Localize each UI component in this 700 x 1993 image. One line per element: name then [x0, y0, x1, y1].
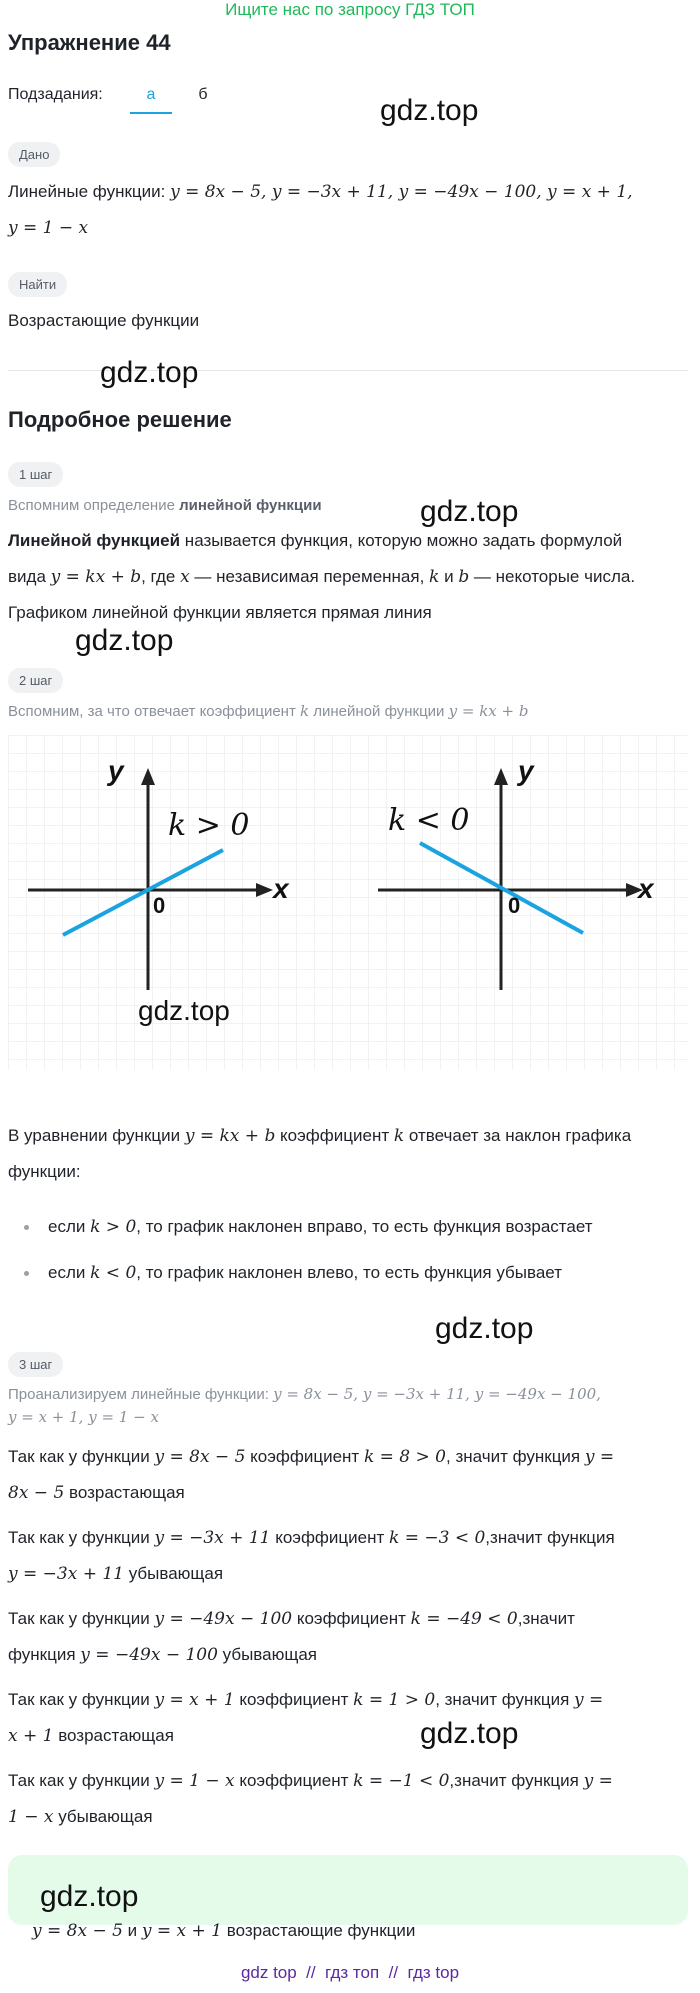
- origin-label: 0: [508, 893, 521, 918]
- formula: y = 8x − 5: [32, 1921, 123, 1941]
- formula: k = 1 > 0: [353, 1690, 436, 1710]
- subtask-tab-label: б: [198, 86, 208, 103]
- subtask-tab-b[interactable]: [182, 76, 224, 114]
- search-banner[interactable]: Ищите нас по запросу ГДЗ ТОП: [225, 0, 475, 19]
- formula: k = −1 < 0: [353, 1771, 450, 1791]
- axis-label-x: x: [273, 873, 289, 904]
- step1-intro-pre: Вспомним определение: [8, 497, 180, 514]
- text: Так как у функции: [8, 1771, 155, 1790]
- watermark: gdz.top: [420, 495, 519, 528]
- text: Так как у функции: [8, 1528, 155, 1547]
- bullet-pre: если: [48, 1263, 91, 1282]
- formula: y = −49x − 100: [80, 1645, 218, 1665]
- text: убывающая: [217, 1645, 317, 1664]
- formula: y = x + 1: [141, 1921, 223, 1941]
- axis-label-y: y: [108, 755, 124, 786]
- footer-links[interactable]: gdz top // гдз топ // гдз top: [240, 1963, 460, 1982]
- text: убывающая: [53, 1807, 153, 1826]
- var-x: x: [180, 567, 190, 587]
- formula: y = kx + b: [448, 702, 529, 720]
- step1-def-bold: Линейной функцией: [8, 531, 181, 550]
- subtask-tab-label: а: [146, 86, 156, 103]
- step3-intro-pre: Проанализируем линейные функции:: [8, 1386, 274, 1403]
- origin-label: 0: [153, 893, 166, 918]
- step1-intro-bold: линейной функции: [179, 497, 322, 514]
- subtask-tab-a[interactable]: [130, 76, 172, 114]
- bullet-end: , то график наклонен влево, то есть функция убывает: [136, 1263, 562, 1282]
- text: коэффициент: [234, 1690, 354, 1709]
- step1-line2-pre: вида: [8, 567, 51, 586]
- formula: k = −49 < 0: [410, 1609, 518, 1629]
- formula: y =: [583, 1771, 613, 1791]
- text: ,значит функция: [485, 1528, 615, 1547]
- text: , значит функция: [435, 1690, 575, 1709]
- find-text: Возрастающие функции: [8, 311, 200, 330]
- slope-rules: [8, 1204, 678, 1296]
- analysis-item: [8, 1601, 678, 1673]
- formula: y = kx + b: [184, 1126, 276, 1146]
- text: функция: [8, 1645, 81, 1664]
- text: коэффициент: [292, 1609, 411, 1628]
- text: возрастающая: [64, 1483, 185, 1502]
- step3-pill: 3 шаг: [8, 1352, 63, 1377]
- text: коэффициент: [270, 1528, 390, 1547]
- bullet-end: , то график наклонен вправо, то есть функция возрастает: [136, 1217, 593, 1236]
- formula: y =: [574, 1690, 604, 1710]
- formula: y = 8x − 5: [154, 1447, 246, 1467]
- step2-text2: функции:: [8, 1162, 81, 1181]
- step2-explanation: [8, 1118, 678, 1190]
- formula: k = −3 < 0: [389, 1528, 486, 1548]
- formula: k > 0: [90, 1217, 137, 1237]
- var-b: b: [458, 567, 470, 587]
- analysis-item: [8, 1520, 678, 1592]
- step2-text1-end: отвечает за наклон графика: [404, 1126, 632, 1145]
- slope-graphs: [8, 735, 688, 1070]
- step1-pill: 1 шаг: [8, 462, 63, 487]
- text: и: [122, 1921, 142, 1940]
- text: Так как у функции: [8, 1609, 155, 1628]
- text: возрастающие функции: [222, 1921, 416, 1940]
- step1-line2-end: — некоторые числа.: [469, 567, 636, 586]
- given-pill: Дано: [8, 142, 60, 167]
- text: , значит функция: [446, 1447, 585, 1466]
- text: коэффициент: [245, 1447, 364, 1466]
- text: ,значит функция: [449, 1771, 584, 1790]
- find-pill: Найти: [8, 272, 67, 297]
- formula: 1 − x: [8, 1807, 54, 1827]
- axis-label-y: y: [518, 755, 534, 786]
- formula: y =: [584, 1447, 615, 1467]
- text: Так как у функции: [8, 1690, 155, 1709]
- step2-text1-pre: В уравнении функции: [8, 1126, 185, 1145]
- var-k: k: [393, 1126, 405, 1146]
- condition-label: k > 0: [168, 808, 250, 843]
- step1-def-rest: называется функция, которую можно задать формулой: [180, 531, 623, 550]
- answer-text: [32, 1921, 415, 1941]
- given-formulas-2: y = 1 − x: [8, 218, 89, 238]
- given-lead: Линейные функции:: [8, 182, 171, 201]
- text: ,значит: [517, 1609, 575, 1628]
- solution-title: Подробное решение: [8, 407, 232, 432]
- step1-intro: [8, 495, 678, 517]
- step2-text1-mid: коэффициент: [275, 1126, 394, 1145]
- list-item: [8, 1250, 678, 1296]
- given-text: [8, 174, 678, 246]
- analysis-item: [8, 1682, 678, 1754]
- watermark: gdz.top: [40, 1880, 139, 1913]
- formula: y = x + 1: [154, 1690, 235, 1710]
- page-title: Упражнение 44: [8, 30, 171, 55]
- analysis-item: [8, 1763, 678, 1835]
- formula: y = −3x + 11: [154, 1528, 271, 1548]
- watermark: gdz.top: [420, 1717, 519, 1750]
- step2-intro: [8, 700, 678, 723]
- formula: 8x − 5: [8, 1483, 65, 1503]
- text: Так как у функции: [8, 1447, 155, 1466]
- watermark: gdz.top: [75, 624, 174, 657]
- step1-line2-mid: , где: [141, 567, 181, 586]
- list-item: [8, 1204, 678, 1250]
- step2-intro-pre: Вспомним, за что отвечает коэффициент: [8, 703, 300, 720]
- var-k: k: [429, 567, 440, 587]
- watermark: gdz.top: [138, 995, 230, 1026]
- formula: x + 1: [8, 1726, 54, 1746]
- analysis-item: [8, 1439, 678, 1511]
- condition-label: k < 0: [388, 803, 470, 838]
- step1-line2-and: и: [439, 567, 459, 586]
- step3-intro: [8, 1383, 678, 1429]
- text: убывающая: [124, 1564, 224, 1583]
- bullet-pre: если: [48, 1217, 91, 1236]
- formula: y = −3x + 11: [8, 1564, 124, 1584]
- var-k: k: [300, 702, 310, 720]
- step2-intro-mid: линейной функции: [309, 703, 449, 720]
- watermark: gdz.top: [435, 1312, 534, 1345]
- formula: y = 1 − x: [154, 1771, 235, 1791]
- step1-line3: Графиком линейной функции является прямая линия: [8, 603, 432, 622]
- formula: y = x + 1, y = 1 − x: [8, 1408, 159, 1426]
- formula: y = 8x − 5, y = −3x + 11, y = −49x − 100,: [273, 1385, 601, 1403]
- axis-label-x: x: [638, 873, 654, 904]
- step1-definition: [8, 523, 678, 631]
- given-formulas: y = 8x − 5, y = −3x + 11, y = −49x − 100, y = x + 1,: [170, 182, 633, 202]
- formula: y = −49x − 100: [154, 1609, 293, 1629]
- formula: k < 0: [90, 1263, 137, 1283]
- text: коэффициент: [234, 1771, 354, 1790]
- formula: y = kx + b: [50, 567, 142, 587]
- watermark: gdz.top: [100, 356, 199, 389]
- watermark: gdz.top: [380, 94, 479, 127]
- formula: k = 8 > 0: [363, 1447, 446, 1467]
- step3-analysis: [8, 1439, 678, 1835]
- step2-pill: 2 шаг: [8, 668, 63, 693]
- step1-line2-mid2: — независимая переменная,: [189, 567, 430, 586]
- subtasks-label: Подзадания:: [8, 86, 103, 103]
- text: возрастающая: [53, 1726, 174, 1745]
